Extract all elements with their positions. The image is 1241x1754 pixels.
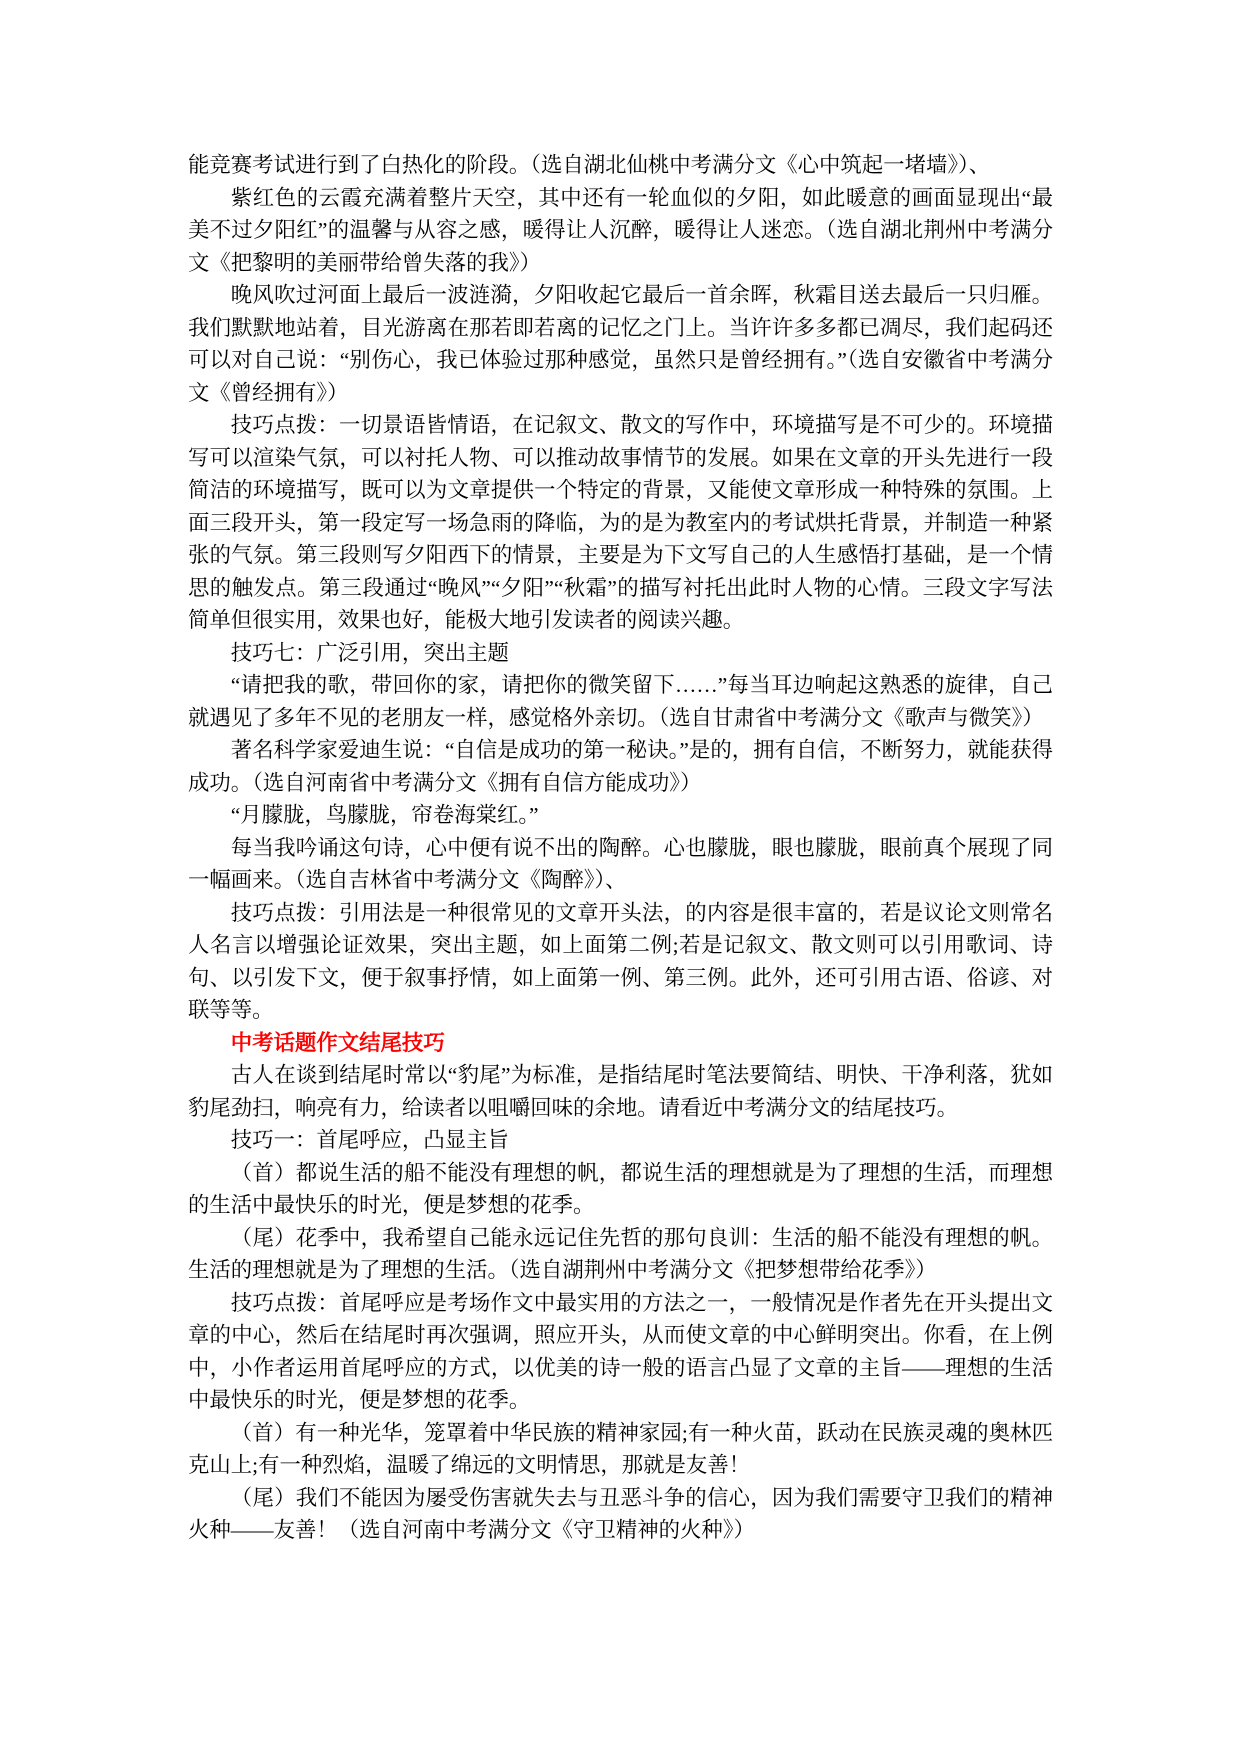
paragraph-technique-one-title: 技巧一：首尾呼应，凸显主旨 [230, 1128, 509, 1152]
paragraph-poem-quote: “月朦胧，鸟朦胧，帘卷海棠红。” [230, 803, 539, 827]
paragraph-ending-example: （尾）我们不能因为屡受伤害就失去与丑恶斗争的信心，因为我们需要守卫我们的精神火种——友善！（选自河南中考满分文《守卫精神的火种》） [188, 1485, 1053, 1542]
essay-ending-section-heading: 中考话题作文结尾技巧 [230, 1030, 445, 1055]
paragraph: 著名科学家爱迪生说：“自信是成功的第一秘诀。”是的，拥有自信，不断努力，就能获得成功。（选自河南省中考满分文《拥有自信方能成功》） [188, 738, 1053, 795]
paragraph: 紫红色的云霞充满着整片天空，其中还有一轮血似的夕阳，如此暖意的画面显现出“最美不过夕阳红”的温馨与从容之感，暖得让人沉醉，暖得让人迷恋。（选自湖北荆州中考满分文《把黎明的美丽带给曾失落的我》） [188, 185, 1053, 275]
paragraph-ending-example: （尾）花季中，我希望自己能永远记住先哲的那句良训：生活的船不能没有理想的帆。生活的理想就是为了理想的生活。（选自湖荆州中考满分文《把梦想带给花季》） [188, 1225, 1053, 1282]
paragraph-technique-tips: 技巧点拨：首尾呼应是考场作文中最实用的方法之一，一般情况是作者先在开头提出文章的中心，然后在结尾时再次强调，照应开头，从而使文章的中心鲜明突出。你看，在上例中，小作者运用首尾呼应的方式，以优美的诗一般的语言凸显了文章的主旨——理想的生活中最快乐的时光，便是梦想的花季。 [188, 1290, 1053, 1412]
paragraph-technique-tips: 技巧点拨：引用法是一种很常见的文章开头法，的内容是很丰富的，若是议论文则常名人名言以增强论证效果，突出主题，如上面第二例;若是记叙文、散文则可以引用歌词、诗句、以引发下文，便于叙事抒情，如上面第一例、第三例。此外，还可引用古语、俗谚、对联等等。 [188, 900, 1053, 1022]
paragraph: “请把我的歌，带回你的家，请把你的微笑留下……”每当耳边响起这熟悉的旋律，自己就遇见了多年不见的老朋友一样，感觉格外亲切。（选自甘肃省中考满分文《歌声与微笑》） [188, 673, 1053, 730]
paragraph-technique-tips: 技巧点拨：一切景语皆情语，在记叙文、散文的写作中，环境描写是不可少的。环境描写可以渲染气氛，可以衬托人物、可以推动故事情节的发展。如果在文章的开头先进行一段简洁的环境描写，既可以为文章提供一个特定的背景，又能使文章形成一种特殊的氛围。上面三段开头，第一段定写一场急雨的降临，为的是为教室内的考试烘托背景，并制造一种紧张的气氛。第三段则写夕阳西下的情景，主要是为下文写自己的人生感悟打基础，是一个情思的触发点。第三段通过“晚风”“夕阳”“秋霜”的描写衬托出此时人物的心情。三段文字写法简单但很实用，效果也好，能极大地引发读者的阅读兴趣。 [188, 413, 1053, 632]
paragraph: 古人在谈到结尾时常以“豹尾”为标准，是指结尾时笔法要简结、明快、干净利落，犹如豹尾劲扫，响亮有力，给读者以咀嚼回味的余地。请看近中考满分文的结尾技巧。 [188, 1063, 1053, 1120]
paragraph-technique-seven-title: 技巧七：广泛引用，突出主题 [230, 640, 509, 665]
paragraph: 晚风吹过河面上最后一波涟漪，夕阳收起它最后一首余晖，秋霜目送去最后一只归雁。我们默默地站着，目光游离在那若即若离的记忆之门上。当许许多多都已凋尽，我们起码还可以对自己说：“别伤心，我已体验过那种感觉，虽然只是曾经拥有。”（选自安徽省中考满分文《曾经拥有》） [188, 283, 1053, 405]
paragraph-opening-example: （首）都说生活的船不能没有理想的帆，都说生活的理想就是为了理想的生活，而理想的生活中最快乐的时光，便是梦想的花季。 [188, 1160, 1053, 1217]
paragraph-opening-example: （首）有一种光华，笼罩着中华民族的精神家园;有一种火苗，跃动在民族灵魂的奥林匹克山上;有一种烈焰，温暖了绵远的文明情思，那就是友善！ [188, 1420, 1053, 1477]
paragraph: 每当我吟诵这句诗，心中便有说不出的陶醉。心也朦胧，眼也朦胧，眼前真个展现了同一幅画来。（选自吉林省中考满分文《陶醉》）、 [188, 835, 1053, 892]
paragraph-continuation: 能竞赛考试进行到了白热化的阶段。（选自湖北仙桃中考满分文《心中筑起一堵墙》）、 [188, 153, 991, 177]
